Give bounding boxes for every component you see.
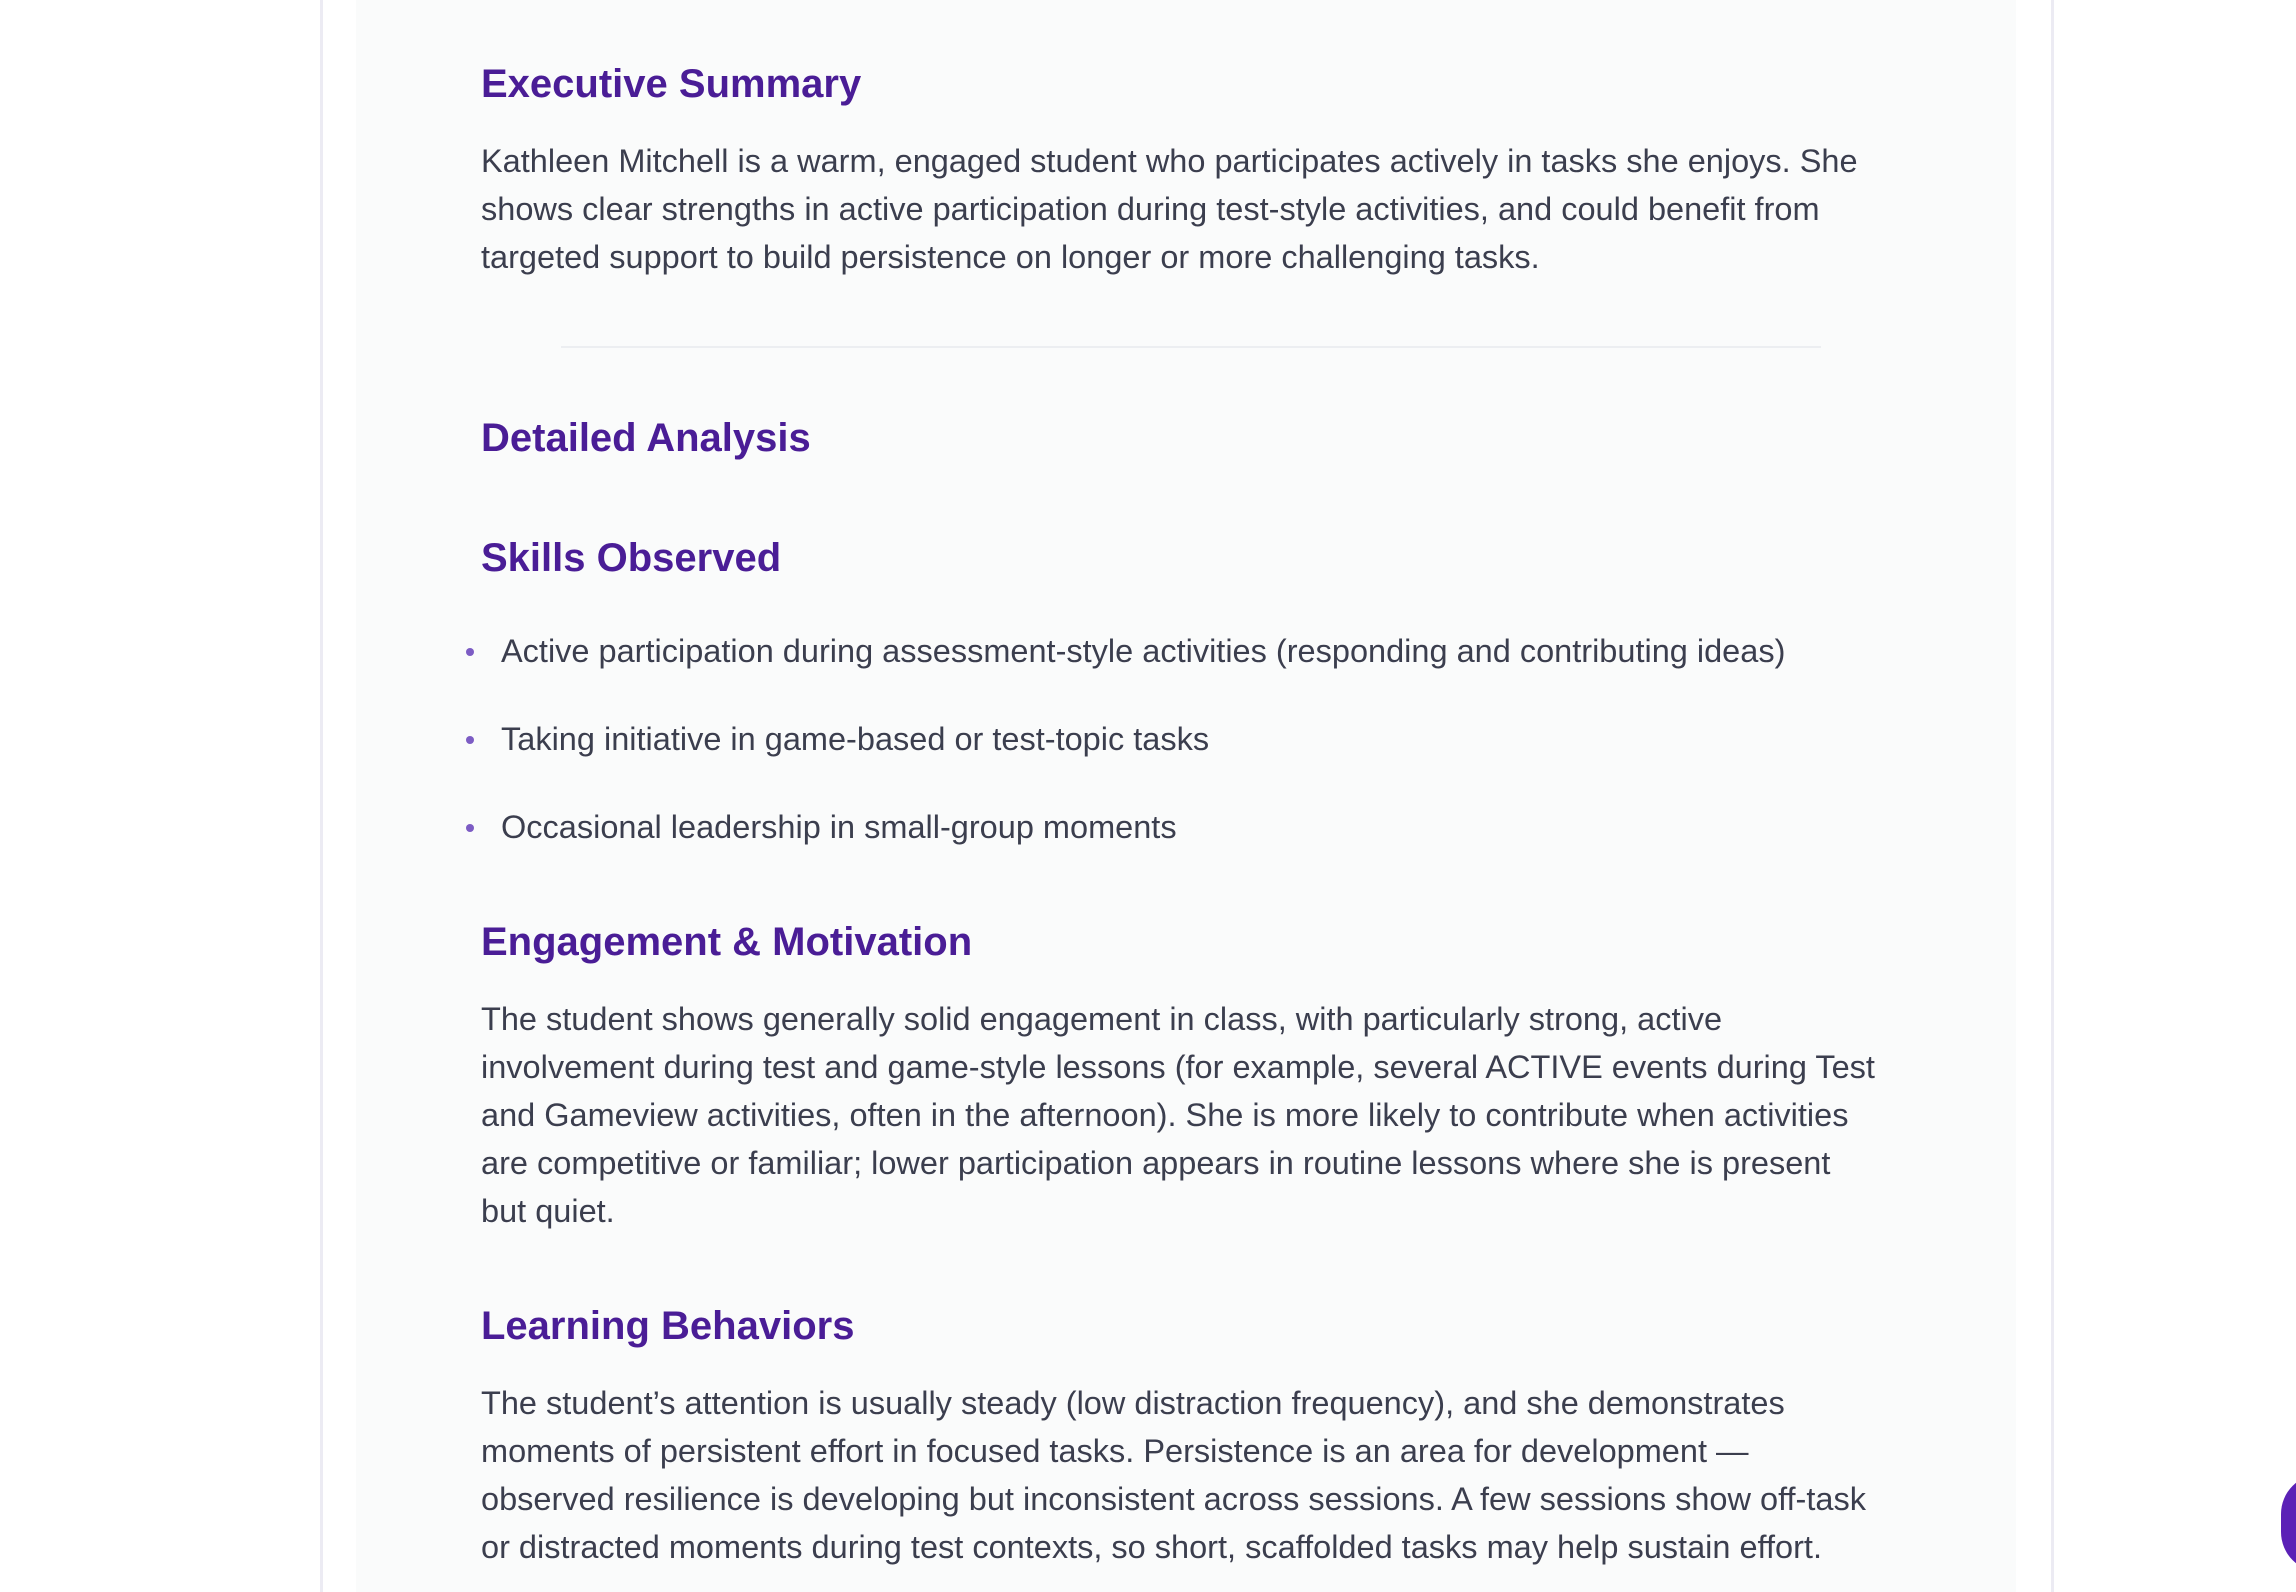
list-item	[481, 800, 1785, 888]
engagement-motivation-heading: Engagement & Motivation	[481, 920, 973, 964]
detailed-analysis-heading: Detailed Analysis	[481, 416, 811, 460]
bullet-icon	[466, 824, 474, 832]
list-item	[481, 712, 1785, 800]
skills-list	[481, 624, 1785, 888]
list-item-text: Occasional leadership in small-group moments	[501, 809, 1177, 845]
list-item-text: Active participation during assessment-style activities (responding and contributing ideas)	[501, 633, 1786, 669]
list-item-text: Taking initiative in game-based or test-topic tasks	[501, 721, 1210, 757]
bullet-icon	[466, 736, 474, 744]
list-item	[481, 624, 1785, 712]
skills-observed-heading: Skills Observed	[481, 536, 782, 580]
learning-behaviors-text: The student’s attention is usually steady (low distraction frequency), and she demonstrates moments of persistent effort in focused tasks. Persistence is an area for development — observed resilience is developing but inconsistent across sessions. A few sessions show off-task or distracted moments during test contexts, so short, scaffolded tasks may help sustain effort.	[481, 1385, 1866, 1565]
section-divider	[561, 346, 1821, 348]
engagement-motivation-text: The student shows generally solid engagement in class, with particularly strong, active involvement during test and game-style lessons (for example, several ACTIVE events during Test and Gameview activities, often in the afternoon). She is more likely to contribute when activities are competitive or familiar; lower participation appears in routine lessons where she is present but quiet.	[481, 1001, 1875, 1229]
executive-summary-text: Kathleen Mitchell is a warm, engaged student who participates actively in tasks she enjoys. She shows clear strengths in active participation during test-style activities, and could benefit from targeted support to build persistence on longer or more challenging tasks.	[481, 143, 1858, 275]
floating-action-button[interactable]	[2281, 1474, 2296, 1572]
bullet-icon	[466, 648, 474, 656]
executive-summary-heading: Executive Summary	[481, 62, 862, 106]
learning-behaviors-heading: Learning Behaviors	[481, 1304, 855, 1348]
